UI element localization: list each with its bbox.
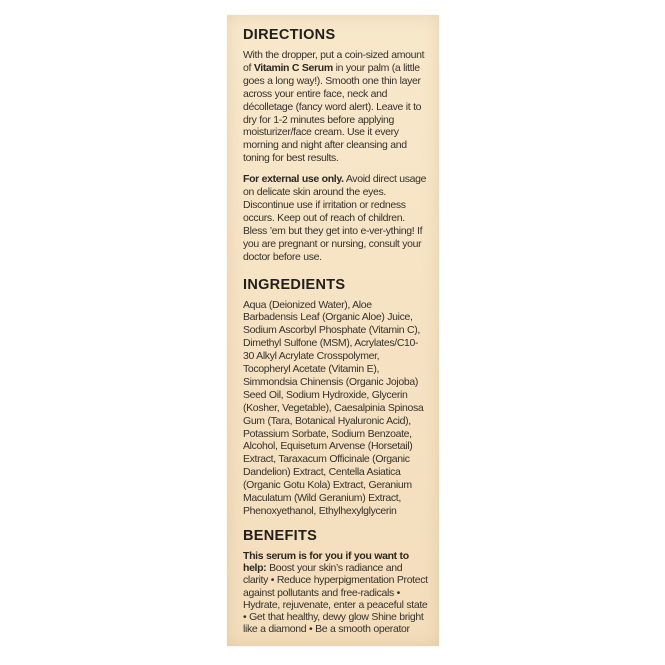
ingredients-paragraph: Aqua (Deionized Water), Aloe Barbadensis Leaf (Organic Aloe) Juice, Sodium Ascorbyl Phosphate (Vitamin C), Dimethyl Sulfone (MSM), Acrylates/C10-30 Alkyl Acrylate Crosspolymer, Tocopheryl Acetate (Vitamin E), Simmondsia Chinensis (Organic Jojoba) Seed Oil, Sodium Hydroxide, Glycerin (Kosher, Vegetable), Caesalpinia Spinosa Gum (Tara, Botanical Hyaluronic Acid), Potassium Sorbate, Sodium Benzoate, Alcohol, Equisetum Arvense (Horsetail) Extract, Taraxacum Officinale (Organic Dandelion) Extract, Centella Asiatica (Organic Gotu Kola) Extract, Geranium Maculatum (Wild Geranium) Extract, Phenoxyethanol, Ethylhexylglycerin xyxy=(243,298,424,517)
label-panel xyxy=(227,15,439,646)
section-directions xyxy=(243,27,429,264)
external-use-warning-paragraph: For external use only. Avoid direct usage on delicate skin around the eyes. Discontinue use if irritation or redness occurs. Keep out of reach of children. Bless ’em but they get into e-ver-ything! If you are pregnant or nursing, consult your doctor before use. xyxy=(243,173,427,263)
directions-heading: DIRECTIONS xyxy=(243,27,336,43)
benefits-paragraph: This serum is for you if you want to help: Boost your skin’s radiance and clarity • Reduce hyperpigmentation Protect against pollutants and free-radicals • Hydrate, rejuvenate, enter a peaceful state • Get that healthy, dewy glow Shine bright like a diamond • Be a smooth operator xyxy=(243,549,428,636)
directions-paragraph: With the dropper, put a coin-sized amount of Vitamin C Serum in your palm (a little goes a long way!). Smooth one thin layer across your entire face, neck and décolletage (fancy word alert). Leave it to dry for 1-2 minutes before applying moisturizer/face cream. Use it every morning and night after cleansing and toning for best results. xyxy=(243,49,425,165)
section-benefits xyxy=(243,528,429,635)
benefits-heading: BENEFITS xyxy=(243,527,318,544)
section-ingredients xyxy=(243,277,429,518)
ingredients-heading: INGREDIENTS xyxy=(243,276,346,293)
